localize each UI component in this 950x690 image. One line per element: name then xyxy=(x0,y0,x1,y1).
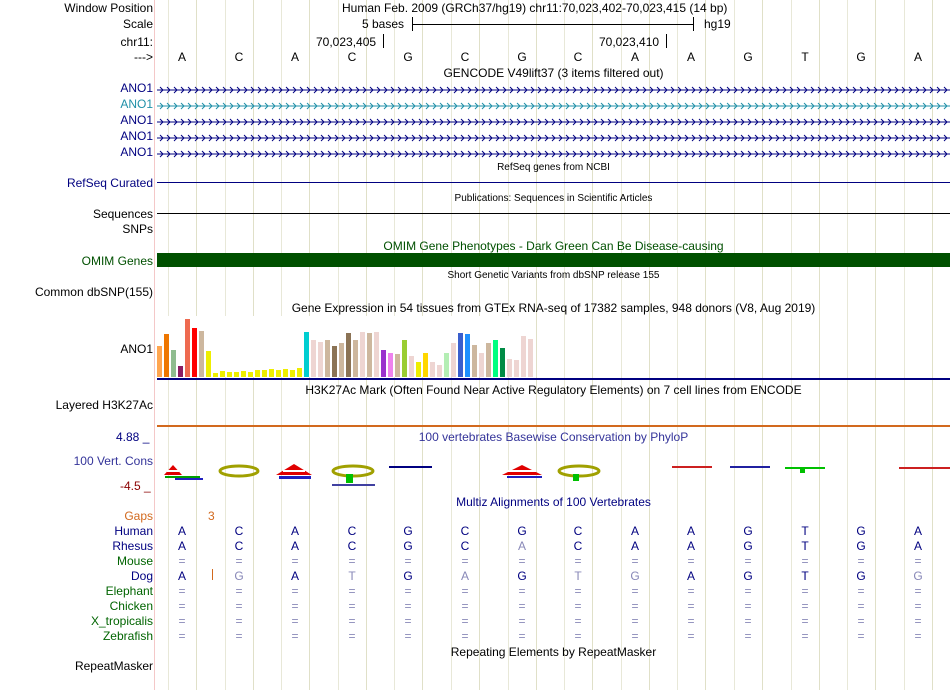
track-label-gutter xyxy=(154,0,155,690)
gtex-tissue-bar[interactable] xyxy=(269,369,274,377)
multiz-base: = xyxy=(574,614,582,628)
gtex-tissue-bar[interactable] xyxy=(507,359,512,377)
coord-tick-1 xyxy=(383,34,384,48)
multiz-gaps-label: Gaps xyxy=(124,509,153,523)
multiz-base: G xyxy=(913,569,923,583)
scale-value: 5 bases xyxy=(362,17,405,31)
gtex-tissue-bar[interactable] xyxy=(311,340,316,377)
gtex-tissue-bar[interactable] xyxy=(332,346,337,377)
gencode-transcript-label[interactable]: ANO1 xyxy=(120,97,153,111)
phylop-logo-C1 xyxy=(220,466,258,476)
multiz-base: = xyxy=(178,599,186,613)
multiz-base: = xyxy=(631,614,639,628)
multiz-base: = xyxy=(914,629,922,643)
gencode-transcript-line[interactable] xyxy=(157,148,950,158)
multiz-species-label[interactable]: Elephant xyxy=(105,584,153,598)
multiz-base: = xyxy=(687,629,695,643)
multiz-base: T xyxy=(801,539,809,553)
gencode-transcript-line[interactable] xyxy=(157,100,950,110)
multiz-base: C xyxy=(347,539,357,553)
multiz-base: = xyxy=(348,554,356,568)
phylop-min-label: -4.5 _ xyxy=(120,479,151,493)
multiz-base: = xyxy=(461,629,469,643)
multiz-base: = xyxy=(518,599,526,613)
gtex-tissue-bar[interactable] xyxy=(283,369,288,377)
multiz-base: = xyxy=(461,554,469,568)
gtex-tissue-bar[interactable] xyxy=(409,356,414,377)
multiz-base: = xyxy=(348,629,356,643)
phylop-logo-track[interactable] xyxy=(157,462,950,490)
multiz-base: G xyxy=(517,569,527,583)
multiz-base: C xyxy=(460,524,470,538)
scale-assembly: hg19 xyxy=(704,17,731,31)
multiz-base: = xyxy=(801,599,809,613)
multiz-base: = xyxy=(461,614,469,628)
gtex-tissue-bar[interactable] xyxy=(360,332,365,377)
reference-base: A xyxy=(630,50,639,64)
gtex-tissue-bar[interactable] xyxy=(458,333,463,377)
scale-label: Scale xyxy=(122,17,153,31)
multiz-base: = xyxy=(574,584,582,598)
gtex-tissue-bar[interactable] xyxy=(290,370,295,377)
gtex-tissue-bar[interactable] xyxy=(367,333,372,377)
multiz-species-label[interactable]: Rhesus xyxy=(112,539,153,553)
multiz-base: A xyxy=(177,569,186,583)
gtex-tissue-bar[interactable] xyxy=(381,350,386,377)
publications-sequences-label[interactable]: Sequences xyxy=(92,207,153,221)
reference-base: A xyxy=(913,50,922,64)
gtex-tissue-bar[interactable] xyxy=(339,343,344,377)
multiz-species-label[interactable]: Chicken xyxy=(109,599,153,613)
reference-base: C xyxy=(460,50,470,64)
gtex-tissue-bar[interactable] xyxy=(416,362,421,377)
gtex-tissue-bar[interactable] xyxy=(213,373,218,377)
multiz-base: A xyxy=(517,539,526,553)
publications-track-title: Publications: Sequences in Scientific Articles xyxy=(454,193,653,204)
multiz-base: = xyxy=(404,614,412,628)
multiz-base: = xyxy=(801,629,809,643)
multiz-base: = xyxy=(631,599,639,613)
multiz-base: G xyxy=(743,569,753,583)
multiz-base: = xyxy=(178,629,186,643)
omim-track-title: OMIM Gene Phenotypes - Dark Green Can Be Disease-causing xyxy=(383,239,724,253)
multiz-base: A xyxy=(177,524,186,538)
reference-base: A xyxy=(177,50,186,64)
multiz-base: = xyxy=(235,554,243,568)
gencode-transcript-label[interactable]: ANO1 xyxy=(120,129,153,143)
multiz-base: C xyxy=(573,539,583,553)
gencode-transcript-line[interactable] xyxy=(157,132,950,142)
gtex-tissue-bar[interactable] xyxy=(276,370,281,377)
gtex-tissue-bar[interactable] xyxy=(423,353,428,377)
refseq-feature-line[interactable] xyxy=(157,182,950,183)
gencode-transcript-label[interactable]: ANO1 xyxy=(120,145,153,159)
multiz-base: = xyxy=(744,614,752,628)
multiz-base: A xyxy=(686,539,695,553)
multiz-base: = xyxy=(461,599,469,613)
multiz-base: A xyxy=(913,539,922,553)
multiz-base: T xyxy=(801,569,809,583)
gencode-transcript-line[interactable] xyxy=(157,116,950,126)
reference-base: G xyxy=(517,50,527,64)
multiz-base: = xyxy=(687,584,695,598)
multiz-base: C xyxy=(573,524,583,538)
reference-base: G xyxy=(403,50,413,64)
gtex-tissue-bar[interactable] xyxy=(353,340,358,377)
multiz-base: G xyxy=(743,524,753,538)
gtex-tissue-bar[interactable] xyxy=(199,331,204,377)
multiz-base: A xyxy=(290,524,299,538)
multiz-base: = xyxy=(857,599,865,613)
multiz-base: A xyxy=(290,569,299,583)
gtex-tissue-bar[interactable] xyxy=(164,334,169,377)
gtex-tissue-bar[interactable] xyxy=(395,354,400,377)
multiz-base: = xyxy=(404,584,412,598)
dbsnp-track-title: Short Genetic Variants from dbSNP release 155 xyxy=(447,270,660,281)
multiz-base: = xyxy=(914,599,922,613)
reference-base: A xyxy=(290,50,299,64)
publications-feature-line[interactable] xyxy=(157,213,950,214)
gencode-transcript-label[interactable]: ANO1 xyxy=(120,81,153,95)
gtex-tissue-bar[interactable] xyxy=(388,353,393,377)
multiz-base: G xyxy=(403,539,413,553)
multiz-base: = xyxy=(574,554,582,568)
reference-base: C xyxy=(573,50,583,64)
multiz-gaps-value: 3 xyxy=(208,509,215,523)
multiz-base: A xyxy=(630,539,639,553)
multiz-base: = xyxy=(631,629,639,643)
multiz-base: = xyxy=(574,599,582,613)
reference-base: C xyxy=(234,50,244,64)
gtex-tissue-bar[interactable] xyxy=(430,362,435,377)
scale-bar xyxy=(412,17,694,31)
multiz-base: = xyxy=(914,554,922,568)
multiz-base: = xyxy=(801,584,809,598)
dbsnp-track-label[interactable]: Common dbSNP(155) xyxy=(34,285,153,299)
multiz-base: = xyxy=(404,629,412,643)
gtex-tissue-bar[interactable] xyxy=(227,372,232,377)
multiz-base: A xyxy=(686,524,695,538)
multiz-base: = xyxy=(857,584,865,598)
omim-feature-bar[interactable] xyxy=(157,253,950,267)
multiz-base: = xyxy=(687,554,695,568)
gtex-tissue-bar[interactable] xyxy=(304,332,309,377)
multiz-base: = xyxy=(178,584,186,598)
multiz-base: = xyxy=(744,584,752,598)
multiz-base: = xyxy=(687,614,695,628)
multiz-base: = xyxy=(801,554,809,568)
multiz-base: C xyxy=(460,539,470,553)
multiz-base: = xyxy=(518,584,526,598)
multiz-base: = xyxy=(801,614,809,628)
gtex-tissue-bar[interactable] xyxy=(220,371,225,377)
window-position-label: Window Position xyxy=(64,1,153,15)
phylop-logo-A2 xyxy=(276,464,312,479)
multiz-base: = xyxy=(518,614,526,628)
gtex-tissue-bar[interactable] xyxy=(374,332,379,377)
multiz-base: G xyxy=(403,524,413,538)
multiz-base: A xyxy=(177,539,186,553)
phylop-track-label[interactable]: 100 Vert. Cons xyxy=(73,454,153,468)
gtex-tissue-bar[interactable] xyxy=(514,360,519,377)
multiz-base: = xyxy=(404,599,412,613)
multiz-base: A xyxy=(460,569,469,583)
gtex-tissue-bar[interactable] xyxy=(241,371,246,377)
multiz-base: = xyxy=(235,629,243,643)
gtex-tissue-bar[interactable] xyxy=(402,340,407,377)
gtex-tissue-bar[interactable] xyxy=(465,334,470,377)
multiz-base: = xyxy=(687,599,695,613)
multiz-base: G xyxy=(630,569,640,583)
multiz-base: = xyxy=(914,584,922,598)
gencode-transcript-line[interactable] xyxy=(157,84,950,94)
multiz-base: G xyxy=(234,569,244,583)
multiz-base: = xyxy=(744,599,752,613)
phylop-logo-A3 xyxy=(502,465,542,478)
gtex-tissue-bar[interactable] xyxy=(325,340,330,377)
coord-label-2: 70,023,410 xyxy=(599,35,660,49)
multiz-base: = xyxy=(404,554,412,568)
gtex-tissue-bar[interactable] xyxy=(472,345,477,377)
multiz-base: = xyxy=(518,629,526,643)
gtex-tissue-bar[interactable] xyxy=(192,328,197,377)
gencode-track-title: GENCODE V49lift37 (3 items filtered out) xyxy=(443,66,664,80)
gtex-tissue-bar[interactable] xyxy=(479,353,484,377)
phylop-logo-C3 xyxy=(559,466,599,481)
multiz-species-label[interactable]: X_tropicalis xyxy=(90,614,153,628)
multiz-base: = xyxy=(348,584,356,598)
reference-base: G xyxy=(856,50,866,64)
gtex-tissue-bar[interactable] xyxy=(500,348,505,377)
multiz-base: A xyxy=(913,524,922,538)
multiz-base: = xyxy=(744,629,752,643)
gtex-tissue-bar[interactable] xyxy=(521,336,526,377)
multiz-base: = xyxy=(574,629,582,643)
gtex-track-label[interactable]: ANO1 xyxy=(120,342,153,356)
multiz-base: = xyxy=(291,554,299,568)
reference-base: G xyxy=(743,50,753,64)
phylop-logo-C2 xyxy=(332,466,375,486)
gtex-tissue-bar[interactable] xyxy=(437,365,442,377)
multiz-species-label[interactable]: Dog xyxy=(130,569,153,583)
gtex-tissue-bar[interactable] xyxy=(234,372,239,377)
multiz-base: T xyxy=(574,569,582,583)
multiz-base: C xyxy=(347,524,357,538)
multiz-base: = xyxy=(744,554,752,568)
gtex-tissue-bar[interactable] xyxy=(451,343,456,377)
reference-base: T xyxy=(801,50,809,64)
multiz-base: A xyxy=(686,569,695,583)
multiz-base: T xyxy=(801,524,809,538)
reference-base: A xyxy=(686,50,695,64)
gtex-tissue-bar[interactable] xyxy=(185,319,190,377)
gtex-tissue-bar[interactable] xyxy=(444,353,449,377)
multiz-base: A xyxy=(630,524,639,538)
multiz-base: = xyxy=(914,614,922,628)
multiz-base: = xyxy=(857,614,865,628)
phylop-max-label: 4.88 _ xyxy=(116,430,150,444)
multiz-base: = xyxy=(235,614,243,628)
gtex-expression-chart[interactable] xyxy=(157,316,533,377)
multiz-base: G xyxy=(856,524,866,538)
multiz-base: A xyxy=(290,539,299,553)
multiz-track-title: Multiz Alignments of 100 Vertebrates xyxy=(456,495,651,509)
multiz-base: = xyxy=(235,599,243,613)
gtex-tissue-bar[interactable] xyxy=(486,343,491,377)
multiz-base: = xyxy=(518,554,526,568)
multiz-base: = xyxy=(235,584,243,598)
gtex-tissue-bar[interactable] xyxy=(206,351,211,377)
multiz-gap-marker xyxy=(212,569,213,580)
gtex-tissue-bar[interactable] xyxy=(171,350,176,377)
gtex-tissue-bar[interactable] xyxy=(178,366,183,377)
gtex-tissue-bar[interactable] xyxy=(318,342,323,377)
h3k27ac-track-label[interactable]: Layered H3K27Ac xyxy=(55,398,153,412)
multiz-base: = xyxy=(631,584,639,598)
multiz-base: = xyxy=(291,629,299,643)
reference-base: C xyxy=(347,50,357,64)
repeatmasker-track-label[interactable]: RepeatMasker xyxy=(74,659,153,673)
coord-tick-2 xyxy=(666,34,667,48)
gtex-tissue-bar[interactable] xyxy=(346,333,351,377)
publications-snps-label[interactable]: SNPs xyxy=(122,222,153,236)
repeatmasker-track-title: Repeating Elements by RepeatMasker xyxy=(450,645,657,659)
h3k27ac-signal-line[interactable] xyxy=(157,425,950,427)
gtex-track-title: Gene Expression in 54 tissues from GTEx RNA-seq of 17382 samples, 948 donors (V8, Aug 2019) xyxy=(291,301,816,315)
multiz-base: C xyxy=(234,539,244,553)
gtex-tissue-bar[interactable] xyxy=(255,370,260,377)
phylop-logo-A1 xyxy=(164,465,203,480)
multiz-base: = xyxy=(178,614,186,628)
multiz-species-label[interactable]: Mouse xyxy=(116,554,153,568)
multiz-base: = xyxy=(348,614,356,628)
multiz-base: G xyxy=(856,539,866,553)
multiz-base: = xyxy=(291,614,299,628)
multiz-base: G xyxy=(856,569,866,583)
gtex-baseline xyxy=(157,378,950,380)
multiz-base: = xyxy=(857,629,865,643)
gtex-tissue-bar[interactable] xyxy=(248,372,253,377)
refseq-track-title: RefSeq genes from NCBI xyxy=(497,162,610,173)
gtex-tissue-bar[interactable] xyxy=(528,339,533,377)
multiz-base: = xyxy=(291,584,299,598)
multiz-base: G xyxy=(743,539,753,553)
multiz-base: C xyxy=(234,524,244,538)
h3k27ac-track-title: H3K27Ac Mark (Often Found Near Active Regulatory Elements) on 7 cell lines from ENCODE xyxy=(305,383,802,397)
multiz-base: G xyxy=(517,524,527,538)
omim-track-label[interactable]: OMIM Genes xyxy=(81,254,153,268)
multiz-base: T xyxy=(348,569,356,583)
multiz-base: = xyxy=(631,554,639,568)
multiz-base: = xyxy=(461,584,469,598)
gencode-transcript-label[interactable]: ANO1 xyxy=(120,113,153,127)
multiz-base: = xyxy=(348,599,356,613)
multiz-base: G xyxy=(403,569,413,583)
phylop-logo-T1 xyxy=(785,468,825,473)
phylop-track-title: 100 vertebrates Basewise Conservation by PhyloP xyxy=(418,430,689,444)
gtex-tissue-bar[interactable] xyxy=(297,368,302,377)
multiz-base: = xyxy=(178,554,186,568)
multiz-species-label[interactable]: Human xyxy=(114,524,153,538)
chrom-label: chr11: xyxy=(120,35,153,49)
coord-label-1: 70,023,405 xyxy=(316,35,377,49)
gtex-tissue-bar[interactable] xyxy=(262,370,267,377)
refseq-track-label[interactable]: RefSeq Curated xyxy=(66,176,153,190)
window-position-value[interactable]: Human Feb. 2009 (GRCh37/hg19) chr11:70,023,402-70,023,415 (14 bp) xyxy=(342,1,728,15)
strand-arrow-label: ---> xyxy=(134,50,153,64)
multiz-base: = xyxy=(291,599,299,613)
gtex-tissue-bar[interactable] xyxy=(493,340,498,377)
multiz-species-label[interactable]: Zebrafish xyxy=(102,629,153,643)
gtex-tissue-bar[interactable] xyxy=(157,346,162,377)
multiz-base: = xyxy=(857,554,865,568)
